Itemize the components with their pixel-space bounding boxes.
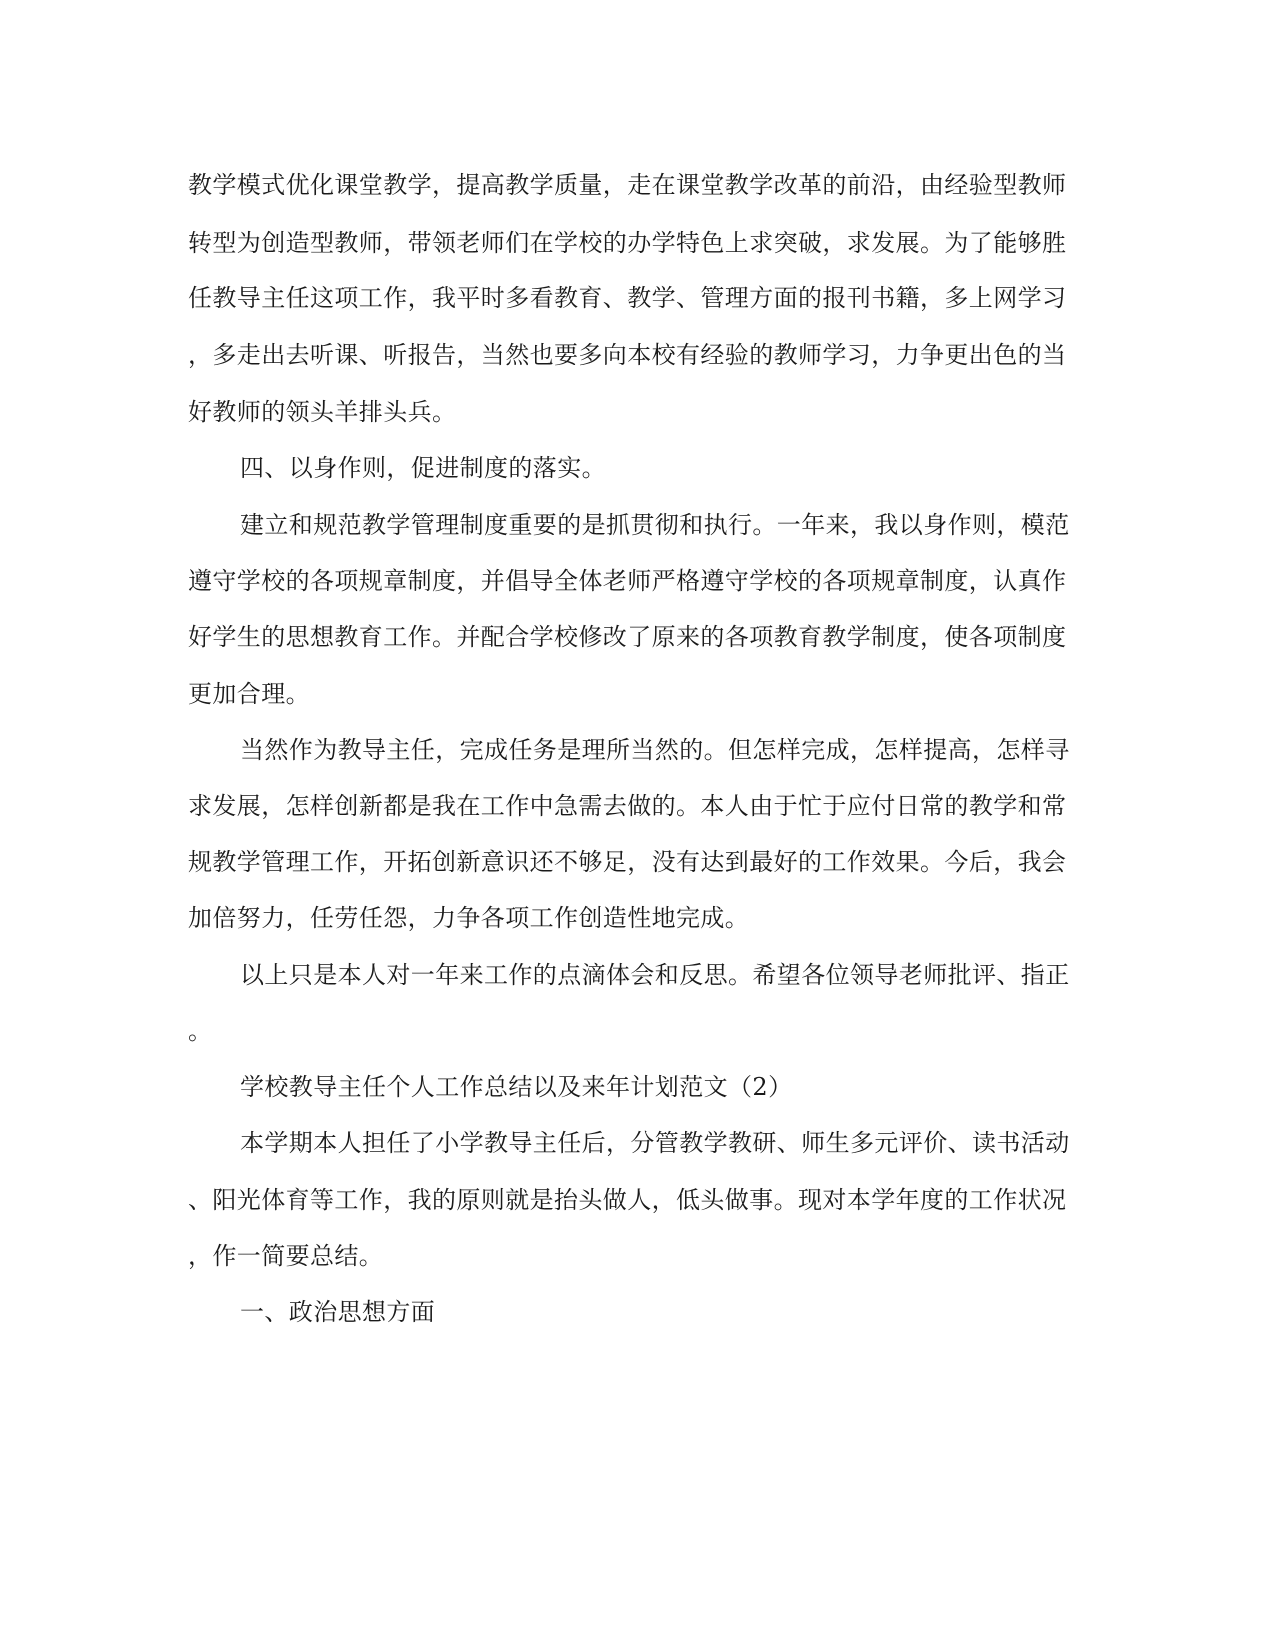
- section-heading: 四、以身作则，促进制度的落实。: [240, 454, 606, 482]
- text-line: 。: [188, 1017, 213, 1045]
- text-line: ，作一简要总结。: [188, 1242, 384, 1270]
- text-line: 任教导主任这项工作，我平时多看教育、教学、管理方面的报刊书籍，多上网学习: [188, 284, 1067, 312]
- text-line: 当然作为教导主任，完成任务是理所当然的。但怎样完成，怎样提高，怎样寻: [240, 736, 1070, 764]
- text-line: 更加合理。: [188, 680, 310, 708]
- text-line: 好学生的思想教育工作。并配合学校修改了原来的各项教育教学制度，使各项制度: [188, 623, 1067, 651]
- text-line: 好教师的领头羊排头兵。: [188, 398, 457, 426]
- text-line: 教学模式优化课堂教学，提高教学质量，走在课堂教学改革的前沿，由经验型教师: [188, 171, 1067, 199]
- text-line: 本学期本人担任了小学教导主任后，分管教学教研、师生多元评价、读书活动: [240, 1129, 1070, 1157]
- text-line: 遵守学校的各项规章制度，并倡导全体老师严格遵守学校的各项规章制度，认真作: [188, 567, 1067, 595]
- text-line: 建立和规范教学管理制度重要的是抓贯彻和执行。一年来，我以身作则，模范: [240, 511, 1070, 539]
- document-subtitle: 学校教导主任个人工作总结以及来年计划范文（2）: [240, 1073, 793, 1101]
- text-line: 求发展，怎样创新都是我在工作中急需去做的。本人由于忙于应付日常的教学和常: [188, 792, 1067, 820]
- section-heading: 一、政治思想方面: [240, 1298, 436, 1326]
- text-line: 以上只是本人对一年来工作的点滴体会和反思。希望各位领导老师批评、指正: [240, 961, 1070, 989]
- text-line: 、阳光体育等工作，我的原则就是抬头做人，低头做事。现对本学年度的工作状况: [188, 1186, 1067, 1214]
- text-line: ，多走出去听课、听报告，当然也要多向本校有经验的教师学习，力争更出色的当: [188, 341, 1067, 369]
- text-line: 加倍努力，任劳任怨，力争各项工作创造性地完成。: [188, 904, 750, 932]
- text-line: 规教学管理工作，开拓创新意识还不够足，没有达到最好的工作效果。今后，我会: [188, 848, 1067, 876]
- text-line: 转型为创造型教师，带领老师们在学校的办学特色上求突破，求发展。为了能够胜: [188, 229, 1067, 257]
